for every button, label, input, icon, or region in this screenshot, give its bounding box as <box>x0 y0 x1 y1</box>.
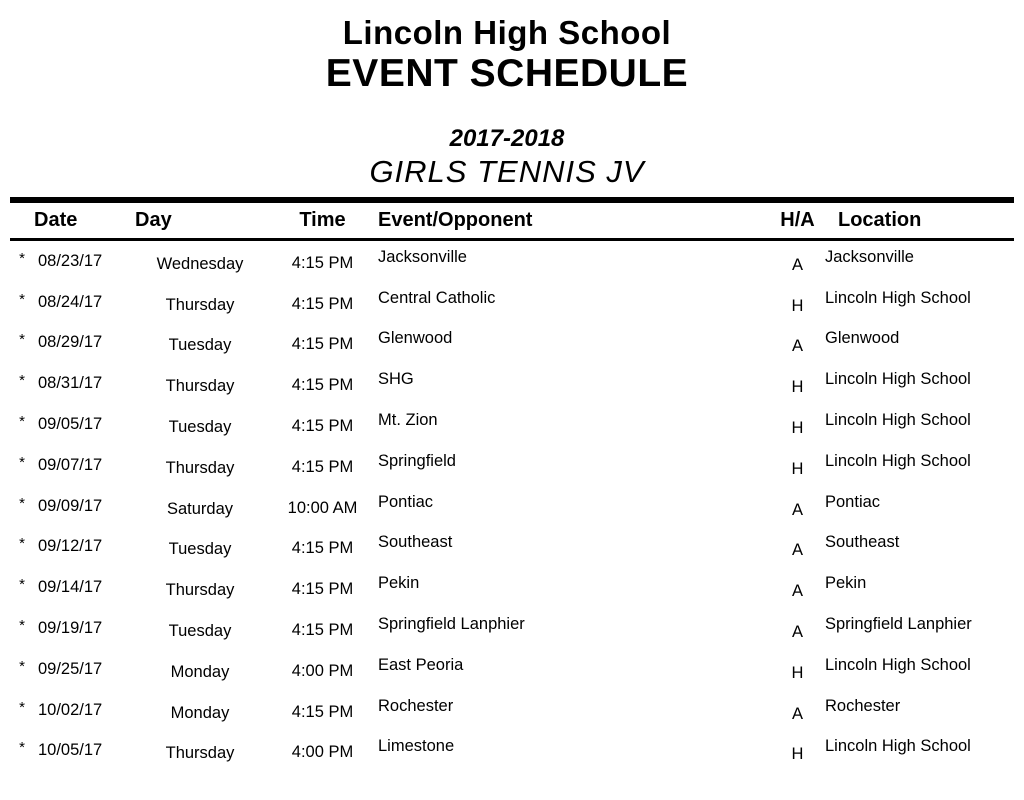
table-row <box>10 567 1014 608</box>
column-header-day: Day <box>135 209 172 231</box>
row-asterisk-marker: * <box>19 372 25 390</box>
cell-date: 09/07/17 <box>38 455 103 474</box>
cell-location: Lincoln High School <box>825 451 971 470</box>
cell-day: Thursday <box>165 295 235 314</box>
cell-home-away: A <box>791 337 803 356</box>
cell-day: Tuesday <box>168 336 232 355</box>
cell-location: Lincoln High School <box>825 370 971 389</box>
cell-time: 4:15 PM <box>291 580 354 599</box>
cell-date: 09/19/17 <box>38 619 103 638</box>
cell-event-opponent: Limestone <box>378 737 455 756</box>
cell-home-away: A <box>791 541 803 560</box>
cell-location: Lincoln High School <box>825 737 971 756</box>
table-row <box>10 690 1014 731</box>
row-asterisk-marker: * <box>19 657 25 675</box>
table-row <box>10 731 1014 772</box>
cell-home-away: A <box>791 704 803 723</box>
cell-location: Springfield Lanphier <box>825 615 972 634</box>
cell-home-away: A <box>791 582 803 601</box>
cell-location: Lincoln High School <box>825 655 971 674</box>
cell-event-opponent: Pekin <box>378 574 420 593</box>
cell-location: Pekin <box>825 574 867 593</box>
row-asterisk-marker: * <box>19 249 25 267</box>
column-header-time: Time <box>299 209 346 231</box>
row-asterisk-marker: * <box>19 290 25 308</box>
cell-day: Saturday <box>166 499 234 518</box>
cell-event-opponent: Southeast <box>378 533 453 552</box>
cell-event-opponent: Jacksonville <box>378 247 467 266</box>
cell-day: Thursday <box>165 581 235 600</box>
cell-day: Tuesday <box>168 622 232 641</box>
cell-date: 10/05/17 <box>38 741 103 760</box>
table-row <box>10 527 1014 568</box>
cell-home-away: H <box>791 296 804 315</box>
table-header-row <box>10 203 1014 238</box>
cell-event-opponent: Mt. Zion <box>378 411 438 430</box>
table-row <box>10 445 1014 486</box>
cell-home-away: H <box>791 745 804 764</box>
school-name: Lincoln High School <box>342 14 672 51</box>
cell-time: 10:00 AM <box>287 498 358 517</box>
cell-date: 08/29/17 <box>38 333 103 352</box>
row-asterisk-marker: * <box>19 535 25 553</box>
row-asterisk-marker: * <box>19 453 25 471</box>
cell-location: Glenwood <box>825 329 900 348</box>
cell-day: Thursday <box>165 377 235 396</box>
table-row <box>10 486 1014 527</box>
cell-time: 4:15 PM <box>291 621 354 640</box>
table-row <box>10 404 1014 445</box>
cell-time: 4:00 PM <box>291 661 354 680</box>
cell-time: 4:00 PM <box>291 743 354 762</box>
cell-time: 4:15 PM <box>291 253 354 272</box>
row-asterisk-marker: * <box>19 331 25 349</box>
cell-date: 09/12/17 <box>38 537 103 556</box>
cell-time: 4:15 PM <box>291 702 354 721</box>
cell-date: 08/23/17 <box>38 251 103 270</box>
cell-date: 08/31/17 <box>38 374 103 393</box>
title-block <box>0 14 1014 190</box>
column-header-location: Location <box>838 209 922 231</box>
cell-time: 4:15 PM <box>291 335 354 354</box>
cell-time: 4:15 PM <box>291 457 354 476</box>
cell-event-opponent: Springfield Lanphier <box>378 615 525 634</box>
cell-date: 09/09/17 <box>38 496 103 515</box>
column-header-event: Event/Opponent <box>378 209 533 231</box>
table-row <box>10 282 1014 323</box>
cell-location: Pontiac <box>825 492 881 511</box>
cell-event-opponent: SHG <box>378 370 414 389</box>
cell-time: 4:15 PM <box>291 417 354 436</box>
cell-date: 10/02/17 <box>38 700 103 719</box>
cell-home-away: H <box>791 663 804 682</box>
table-row <box>10 241 1014 282</box>
cell-home-away: H <box>791 459 804 478</box>
cell-location: Jacksonville <box>825 247 914 266</box>
cell-location: Southeast <box>825 533 900 552</box>
cell-event-opponent: Glenwood <box>378 329 453 348</box>
cell-day: Wednesday <box>156 254 244 273</box>
cell-day: Tuesday <box>168 418 232 437</box>
cell-day: Tuesday <box>168 540 232 559</box>
cell-home-away: H <box>791 419 804 438</box>
schedule-table <box>10 197 1014 771</box>
cell-event-opponent: Pontiac <box>378 492 434 511</box>
cell-time: 4:15 PM <box>291 539 354 558</box>
row-asterisk-marker: * <box>19 739 25 757</box>
cell-home-away: H <box>791 378 804 397</box>
cell-event-opponent: Rochester <box>378 696 454 715</box>
cell-home-away: A <box>791 500 803 519</box>
cell-time: 4:15 PM <box>291 294 354 313</box>
cell-home-away: A <box>791 255 803 274</box>
cell-location: Lincoln High School <box>825 288 971 307</box>
row-asterisk-marker: * <box>19 617 25 635</box>
cell-date: 09/05/17 <box>38 415 103 434</box>
column-header-ha: H/A <box>780 209 815 231</box>
cell-time: 4:15 PM <box>291 376 354 395</box>
cell-event-opponent: East Peoria <box>378 655 464 674</box>
table-body <box>10 241 1014 771</box>
row-asterisk-marker: * <box>19 413 25 431</box>
column-header-date: Date <box>34 209 78 231</box>
row-asterisk-marker: * <box>19 576 25 594</box>
row-asterisk-marker: * <box>19 494 25 512</box>
cell-date: 08/24/17 <box>38 292 103 311</box>
cell-event-opponent: Springfield <box>378 451 456 470</box>
cell-location: Lincoln High School <box>825 411 971 430</box>
cell-date: 09/25/17 <box>38 659 103 678</box>
cell-day: Monday <box>170 703 230 722</box>
table-row <box>10 608 1014 649</box>
team-label: GIRLS TENNIS JV <box>369 154 645 189</box>
cell-location: Rochester <box>825 696 901 715</box>
cell-home-away: A <box>791 623 803 642</box>
cell-day: Thursday <box>165 458 235 477</box>
row-asterisk-marker: * <box>19 698 25 716</box>
cell-date: 09/14/17 <box>38 578 103 597</box>
season-label: 2017-2018 <box>449 125 565 152</box>
page-title: EVENT SCHEDULE <box>325 52 689 95</box>
cell-event-opponent: Central Catholic <box>378 288 496 307</box>
table-row <box>10 323 1014 364</box>
table-row <box>10 363 1014 404</box>
cell-day: Thursday <box>165 744 235 763</box>
cell-day: Monday <box>170 662 230 681</box>
table-row <box>10 649 1014 690</box>
